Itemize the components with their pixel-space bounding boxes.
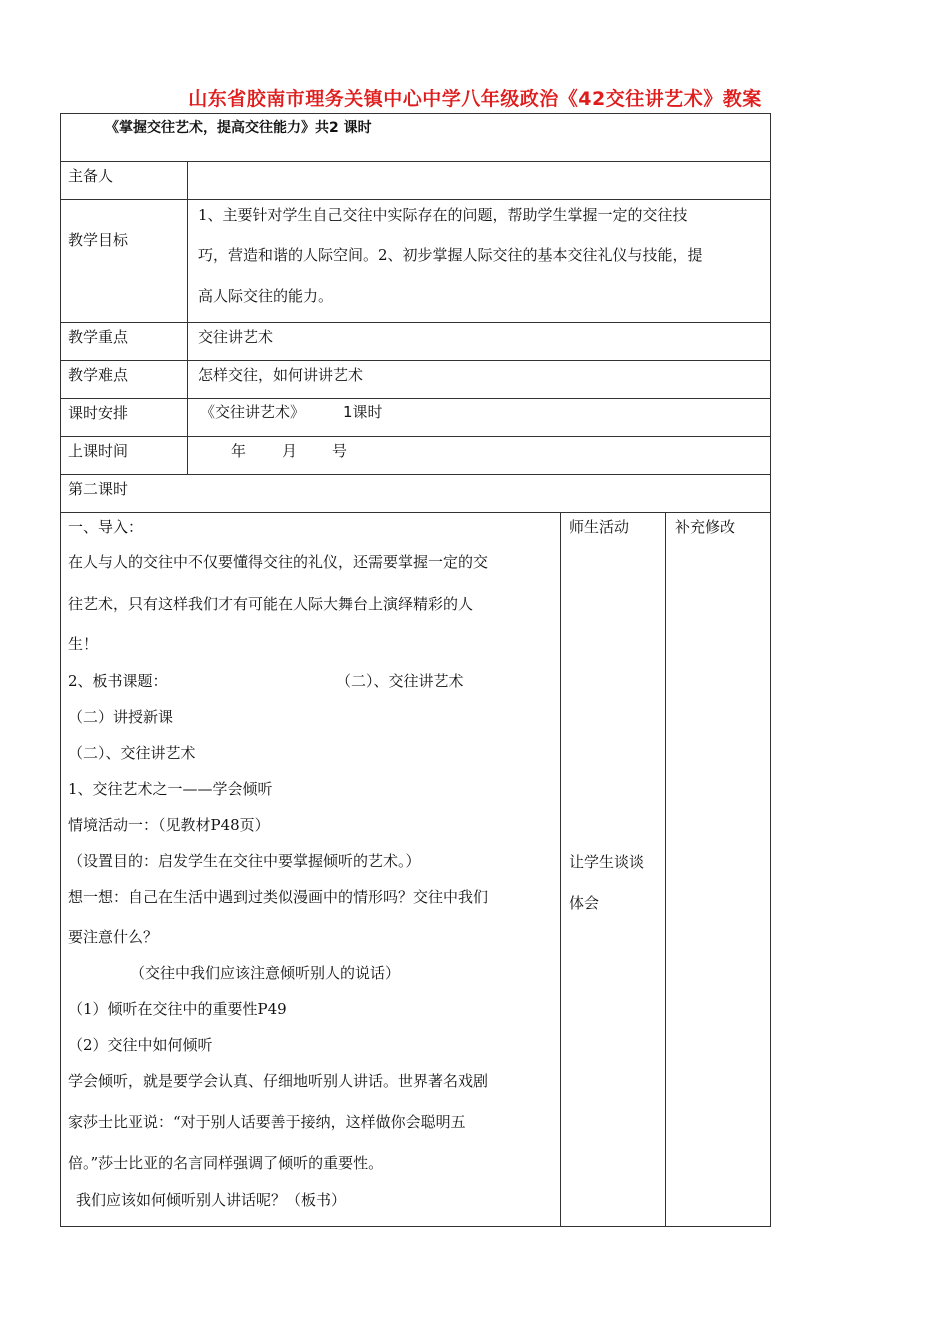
difficulty-value: 怎样交往，如何讲讲艺术: [198, 366, 364, 384]
listening-line: 倍。”莎士比亚的名言同样强调了倾听的重要性。: [68, 1154, 384, 1172]
revision-column-divider: [665, 512, 666, 1226]
purpose-note: （设置目的：启发学生在交往中要掌握倾听的艺术。）: [68, 852, 421, 870]
class-time-label: 上课时间: [68, 442, 129, 460]
intro-line: 生！: [68, 635, 99, 653]
think-line: 想一想：自己在生活中遇到过类似漫画中的情形吗？交往中我们: [68, 888, 489, 906]
label-column-divider: [187, 161, 188, 474]
preparer-label: 主备人: [68, 167, 114, 185]
point-two: （2）交往中如何倾听: [68, 1036, 213, 1054]
board-title-value: （二）、交往讲艺术: [336, 672, 464, 690]
activity-header: 师生活动: [569, 518, 630, 536]
listening-line: 家莎士比亚说：“对于别人话要善于接纳，这样做你会聪明五: [68, 1113, 466, 1131]
class-time-day: 号: [332, 442, 348, 460]
key-point-value: 交往讲艺术: [198, 328, 274, 346]
document-title: 山东省胶南市理务关镇中心中学八年级政治《42交往讲艺术》教案: [188, 88, 762, 110]
class-time-month: 月: [282, 442, 298, 460]
intro-heading: 一、导入：: [68, 518, 144, 536]
intro-line: 往艺术，只有这样我们才有可能在人际大舞台上演绎精彩的人: [68, 595, 474, 613]
board-question: 我们应该如何倾听别人讲话呢？（板书）: [76, 1191, 347, 1209]
row-divider: [60, 474, 771, 475]
row-divider: [60, 161, 771, 162]
section-title: （二）、交往讲艺术: [68, 744, 196, 762]
goals-line: 1、主要针对学生自己交往中实际存在的问题，帮助学生掌握一定的交往技: [198, 206, 688, 224]
key-point-label: 教学重点: [68, 328, 129, 346]
difficulty-label: 教学难点: [68, 366, 129, 384]
intro-line: 在人与人的交往中不仅要懂得交往的礼仪，还需要掌握一定的交: [68, 553, 489, 571]
table-border-top: [60, 113, 771, 114]
schedule-hours: 1课时: [343, 403, 383, 421]
table-border-bottom: [60, 1226, 771, 1227]
art-one-heading: 1、交往艺术之一——学会倾听: [68, 780, 273, 798]
listening-line: 学会倾听，就是要学会认真、仔细地听别人讲话。世界著名戏剧: [68, 1072, 489, 1090]
row-divider: [60, 398, 771, 399]
row-divider: [60, 360, 771, 361]
point-one: （1）倾听在交往中的重要性P49: [68, 1000, 287, 1018]
schedule-value: 《交往讲艺术》: [200, 403, 306, 421]
activity-column-divider: [560, 512, 561, 1226]
think-answer: （交往中我们应该注意倾听别人的说话）: [130, 964, 401, 982]
row-divider: [60, 199, 771, 200]
new-lesson-heading: （二）讲授新课: [68, 708, 174, 726]
table-border-left: [60, 113, 61, 1227]
goals-label: 教学目标: [68, 231, 129, 249]
think-line: 要注意什么？: [68, 928, 159, 946]
goals-line: 高人际交往的能力。: [198, 287, 334, 305]
class-time-year: 年: [231, 442, 247, 460]
lesson-number: 第二课时: [68, 480, 129, 498]
schedule-label: 课时安排: [68, 404, 129, 422]
table-border-right: [770, 113, 771, 1227]
lesson-subtitle: 《掌握交往艺术，提高交往能力》共2 课时: [105, 120, 372, 136]
board-title-label: 2、板书课题：: [68, 672, 168, 690]
goals-line: 巧，营造和谐的人际空间。2、初步掌握人际交往的基本交往礼仪与技能，提: [198, 246, 703, 264]
activity-one: 情境活动一：（见教材P48页）: [68, 816, 270, 834]
activity-note: 让学生谈谈: [569, 853, 645, 871]
row-divider: [60, 322, 771, 323]
revision-header: 补充修改: [675, 518, 736, 536]
row-divider: [60, 436, 771, 437]
activity-note: 体会: [569, 894, 600, 912]
